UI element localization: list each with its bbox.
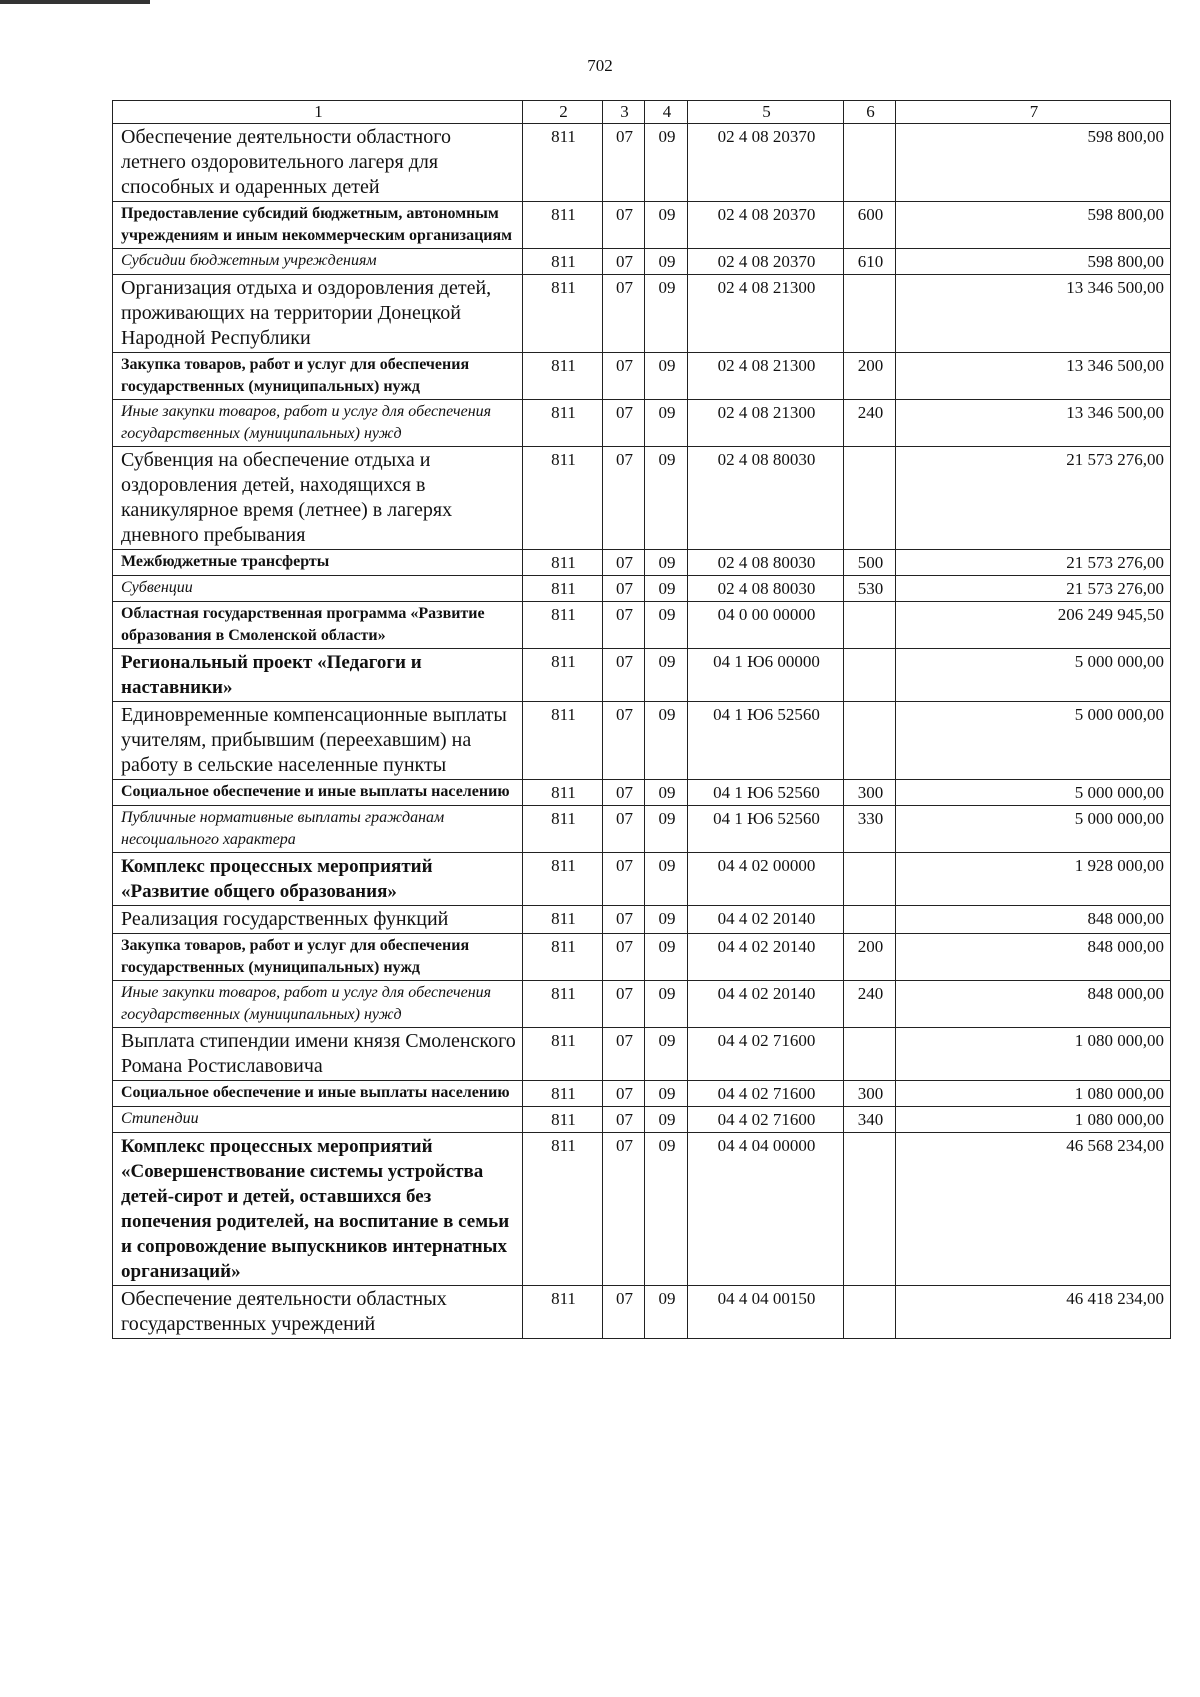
row-target-article-code: 04 1 Ю6 52560 xyxy=(688,702,844,780)
row-section-code: 07 xyxy=(603,124,645,202)
row-expense-type-code xyxy=(844,906,896,934)
row-expense-type-code xyxy=(844,1028,896,1081)
table-row xyxy=(113,981,1171,1028)
row-target-article-code: 02 4 08 20370 xyxy=(688,202,844,249)
table-row xyxy=(113,249,1171,275)
row-section-code: 07 xyxy=(603,602,645,649)
row-name: Закупка товаров, работ и услуг для обеспечения государственных (муниципальных) нужд xyxy=(113,934,523,981)
row-target-article-code: 04 4 04 00150 xyxy=(688,1286,844,1339)
row-section-code: 07 xyxy=(603,981,645,1028)
row-subsection-code: 09 xyxy=(645,275,688,353)
table-row xyxy=(113,602,1171,649)
row-ved-code: 811 xyxy=(523,1081,603,1107)
row-amount: 1 928 000,00 xyxy=(896,853,1171,906)
row-amount: 13 346 500,00 xyxy=(896,353,1171,400)
row-section-code: 07 xyxy=(603,550,645,576)
row-name: Реализация государственных функций xyxy=(113,906,523,934)
row-subsection-code: 09 xyxy=(645,853,688,906)
row-target-article-code: 02 4 08 20370 xyxy=(688,124,844,202)
table-row xyxy=(113,1107,1171,1133)
table-row xyxy=(113,1028,1171,1081)
row-expense-type-code: 240 xyxy=(844,400,896,447)
row-target-article-code: 04 1 Ю6 52560 xyxy=(688,780,844,806)
row-section-code: 07 xyxy=(603,1107,645,1133)
row-expense-type-code xyxy=(844,447,896,550)
row-name: Публичные нормативные выплаты гражданам несоциального характера xyxy=(113,806,523,853)
row-target-article-code: 04 1 Ю6 52560 xyxy=(688,806,844,853)
row-target-article-code: 04 4 02 20140 xyxy=(688,981,844,1028)
row-target-article-code: 04 4 02 71600 xyxy=(688,1028,844,1081)
row-amount: 598 800,00 xyxy=(896,249,1171,275)
table-row xyxy=(113,550,1171,576)
row-amount: 848 000,00 xyxy=(896,981,1171,1028)
row-subsection-code: 09 xyxy=(645,906,688,934)
row-amount: 206 249 945,50 xyxy=(896,602,1171,649)
row-ved-code: 811 xyxy=(523,702,603,780)
row-ved-code: 811 xyxy=(523,649,603,702)
row-target-article-code: 04 4 02 20140 xyxy=(688,934,844,981)
table-row xyxy=(113,934,1171,981)
row-subsection-code: 09 xyxy=(645,1133,688,1286)
row-target-article-code: 02 4 08 80030 xyxy=(688,576,844,602)
row-subsection-code: 09 xyxy=(645,934,688,981)
table-body xyxy=(113,101,1171,1339)
row-amount: 598 800,00 xyxy=(896,202,1171,249)
table-row xyxy=(113,400,1171,447)
row-ved-code: 811 xyxy=(523,576,603,602)
row-expense-type-code: 330 xyxy=(844,806,896,853)
row-amount: 21 573 276,00 xyxy=(896,550,1171,576)
row-amount: 5 000 000,00 xyxy=(896,649,1171,702)
row-name: Иные закупки товаров, работ и услуг для обеспечения государственных (муниципальных) нужд xyxy=(113,981,523,1028)
row-expense-type-code xyxy=(844,602,896,649)
row-target-article-code: 02 4 08 21300 xyxy=(688,275,844,353)
row-name: Иные закупки товаров, работ и услуг для обеспечения государственных (муниципальных) нужд xyxy=(113,400,523,447)
row-name: Комплекс процессных мероприятий «Совершенствование системы устройства детей-сирот и детей, оставшихся без попечения родителей, на воспитание в семьи и сопровождение выпускников интернатных организаций» xyxy=(113,1133,523,1286)
row-target-article-code: 04 4 02 20140 xyxy=(688,906,844,934)
row-name: Социальное обеспечение и иные выплаты населению xyxy=(113,780,523,806)
table-row xyxy=(113,853,1171,906)
row-expense-type-code: 530 xyxy=(844,576,896,602)
row-subsection-code: 09 xyxy=(645,702,688,780)
row-expense-type-code: 200 xyxy=(844,353,896,400)
header-col-4: 4 xyxy=(645,101,688,124)
row-name: Стипендии xyxy=(113,1107,523,1133)
row-amount: 1 080 000,00 xyxy=(896,1081,1171,1107)
row-subsection-code: 09 xyxy=(645,1107,688,1133)
table-row xyxy=(113,124,1171,202)
row-section-code: 07 xyxy=(603,275,645,353)
row-amount: 5 000 000,00 xyxy=(896,702,1171,780)
row-subsection-code: 09 xyxy=(645,202,688,249)
row-ved-code: 811 xyxy=(523,806,603,853)
row-name: Единовременные компенсационные выплаты учителям, прибывшим (переехавшим) на работу в сельские населенные пункты xyxy=(113,702,523,780)
row-subsection-code: 09 xyxy=(645,576,688,602)
row-target-article-code: 04 4 02 71600 xyxy=(688,1081,844,1107)
header-col-3: 3 xyxy=(603,101,645,124)
row-section-code: 07 xyxy=(603,249,645,275)
row-target-article-code: 02 4 08 80030 xyxy=(688,550,844,576)
row-target-article-code: 02 4 08 21300 xyxy=(688,353,844,400)
row-expense-type-code xyxy=(844,124,896,202)
header-col-6: 6 xyxy=(844,101,896,124)
row-amount: 598 800,00 xyxy=(896,124,1171,202)
row-subsection-code: 09 xyxy=(645,447,688,550)
row-subsection-code: 09 xyxy=(645,550,688,576)
row-amount: 1 080 000,00 xyxy=(896,1107,1171,1133)
scan-edge-mark xyxy=(0,0,150,4)
row-section-code: 07 xyxy=(603,400,645,447)
row-expense-type-code xyxy=(844,1133,896,1286)
row-ved-code: 811 xyxy=(523,1133,603,1286)
header-col-7: 7 xyxy=(896,101,1171,124)
row-ved-code: 811 xyxy=(523,124,603,202)
row-name: Организация отдыха и оздоровления детей, проживающих на территории Донецкой Народной Республики xyxy=(113,275,523,353)
row-expense-type-code: 300 xyxy=(844,1081,896,1107)
row-amount: 1 080 000,00 xyxy=(896,1028,1171,1081)
row-ved-code: 811 xyxy=(523,202,603,249)
table-row xyxy=(113,906,1171,934)
row-subsection-code: 09 xyxy=(645,806,688,853)
row-ved-code: 811 xyxy=(523,780,603,806)
row-ved-code: 811 xyxy=(523,275,603,353)
row-name: Субвенция на обеспечение отдыха и оздоровления детей, находящихся в каникулярное время (летнее) в лагерях дневного пребывания xyxy=(113,447,523,550)
row-section-code: 07 xyxy=(603,853,645,906)
row-subsection-code: 09 xyxy=(645,124,688,202)
row-subsection-code: 09 xyxy=(645,780,688,806)
row-subsection-code: 09 xyxy=(645,1286,688,1339)
row-section-code: 07 xyxy=(603,934,645,981)
row-expense-type-code xyxy=(844,702,896,780)
row-expense-type-code xyxy=(844,1286,896,1339)
table-row xyxy=(113,1081,1171,1107)
row-expense-type-code: 200 xyxy=(844,934,896,981)
row-amount: 848 000,00 xyxy=(896,906,1171,934)
row-subsection-code: 09 xyxy=(645,1028,688,1081)
row-expense-type-code: 300 xyxy=(844,780,896,806)
row-subsection-code: 09 xyxy=(645,353,688,400)
table-header-row xyxy=(113,101,1171,124)
row-name: Социальное обеспечение и иные выплаты населению xyxy=(113,1081,523,1107)
row-expense-type-code: 600 xyxy=(844,202,896,249)
page-number: 702 xyxy=(587,56,613,75)
row-section-code: 07 xyxy=(603,1133,645,1286)
row-section-code: 07 xyxy=(603,1286,645,1339)
row-name: Областная государственная программа «Развитие образования в Смоленской области» xyxy=(113,602,523,649)
row-target-article-code: 02 4 08 80030 xyxy=(688,447,844,550)
table-row xyxy=(113,576,1171,602)
table-row xyxy=(113,649,1171,702)
budget-table xyxy=(112,100,1171,1339)
row-section-code: 07 xyxy=(603,1028,645,1081)
row-amount: 13 346 500,00 xyxy=(896,275,1171,353)
row-expense-type-code: 610 xyxy=(844,249,896,275)
row-name: Закупка товаров, работ и услуг для обеспечения государственных (муниципальных) нужд xyxy=(113,353,523,400)
row-ved-code: 811 xyxy=(523,981,603,1028)
row-amount: 21 573 276,00 xyxy=(896,447,1171,550)
row-ved-code: 811 xyxy=(523,934,603,981)
row-target-article-code: 02 4 08 21300 xyxy=(688,400,844,447)
row-ved-code: 811 xyxy=(523,447,603,550)
header-col-5: 5 xyxy=(688,101,844,124)
table-row xyxy=(113,1133,1171,1286)
table-row xyxy=(113,702,1171,780)
table-row xyxy=(113,275,1171,353)
row-expense-type-code: 340 xyxy=(844,1107,896,1133)
row-target-article-code: 04 0 00 00000 xyxy=(688,602,844,649)
row-section-code: 07 xyxy=(603,702,645,780)
row-name: Обеспечение деятельности областного летнего оздоровительного лагеря для способных и одаренных детей xyxy=(113,124,523,202)
row-ved-code: 811 xyxy=(523,249,603,275)
row-name: Региональный проект «Педагоги и наставники» xyxy=(113,649,523,702)
row-name: Субвенции xyxy=(113,576,523,602)
table-row xyxy=(113,806,1171,853)
row-ved-code: 811 xyxy=(523,1286,603,1339)
row-subsection-code: 09 xyxy=(645,602,688,649)
row-section-code: 07 xyxy=(603,906,645,934)
row-name: Субсидии бюджетным учреждениям xyxy=(113,249,523,275)
row-subsection-code: 09 xyxy=(645,249,688,275)
row-subsection-code: 09 xyxy=(645,649,688,702)
row-expense-type-code: 240 xyxy=(844,981,896,1028)
row-amount: 5 000 000,00 xyxy=(896,780,1171,806)
row-subsection-code: 09 xyxy=(645,981,688,1028)
row-amount: 46 418 234,00 xyxy=(896,1286,1171,1339)
row-target-article-code: 04 1 Ю6 00000 xyxy=(688,649,844,702)
row-name: Предоставление субсидий бюджетным, автономным учреждениям и иным некоммерческим организациям xyxy=(113,202,523,249)
table-row xyxy=(113,447,1171,550)
row-section-code: 07 xyxy=(603,780,645,806)
row-ved-code: 811 xyxy=(523,1107,603,1133)
row-section-code: 07 xyxy=(603,1081,645,1107)
row-amount: 5 000 000,00 xyxy=(896,806,1171,853)
row-amount: 46 568 234,00 xyxy=(896,1133,1171,1286)
table-row xyxy=(113,780,1171,806)
table-row xyxy=(113,353,1171,400)
row-amount: 848 000,00 xyxy=(896,934,1171,981)
row-subsection-code: 09 xyxy=(645,1081,688,1107)
row-ved-code: 811 xyxy=(523,602,603,649)
row-amount: 13 346 500,00 xyxy=(896,400,1171,447)
row-target-article-code: 04 4 04 00000 xyxy=(688,1133,844,1286)
row-section-code: 07 xyxy=(603,353,645,400)
row-name: Обеспечение деятельности областных государственных учреждений xyxy=(113,1286,523,1339)
row-expense-type-code xyxy=(844,649,896,702)
row-ved-code: 811 xyxy=(523,906,603,934)
row-section-code: 07 xyxy=(603,447,645,550)
row-subsection-code: 09 xyxy=(645,400,688,447)
row-expense-type-code: 500 xyxy=(844,550,896,576)
row-ved-code: 811 xyxy=(523,550,603,576)
table-row xyxy=(113,202,1171,249)
row-amount: 21 573 276,00 xyxy=(896,576,1171,602)
row-target-article-code: 04 4 02 00000 xyxy=(688,853,844,906)
table-row xyxy=(113,1286,1171,1339)
row-ved-code: 811 xyxy=(523,853,603,906)
row-name: Комплекс процессных мероприятий «Развитие общего образования» xyxy=(113,853,523,906)
row-section-code: 07 xyxy=(603,202,645,249)
header-col-2: 2 xyxy=(523,101,603,124)
row-target-article-code: 02 4 08 20370 xyxy=(688,249,844,275)
row-expense-type-code xyxy=(844,853,896,906)
row-ved-code: 811 xyxy=(523,353,603,400)
row-section-code: 07 xyxy=(603,806,645,853)
row-target-article-code: 04 4 02 71600 xyxy=(688,1107,844,1133)
row-ved-code: 811 xyxy=(523,1028,603,1081)
row-section-code: 07 xyxy=(603,649,645,702)
row-name: Выплата стипендии имени князя Смоленского Романа Ростиславовича xyxy=(113,1028,523,1081)
row-section-code: 07 xyxy=(603,576,645,602)
row-name: Межбюджетные трансферты xyxy=(113,550,523,576)
header-col-1: 1 xyxy=(113,101,523,124)
row-ved-code: 811 xyxy=(523,400,603,447)
row-expense-type-code xyxy=(844,275,896,353)
